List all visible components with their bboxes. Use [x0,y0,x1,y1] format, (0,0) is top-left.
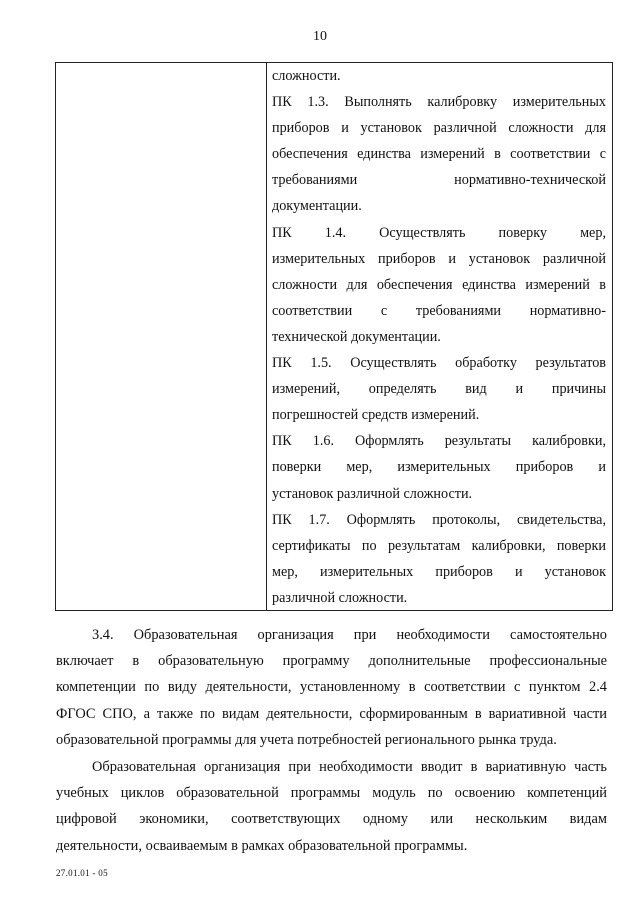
table-cell-line: сложности для обеспечения единства измерений в [272,276,606,293]
paragraph-3-4 [56,622,607,753]
paragraph-line: деятельности, осваиваемым в рамках образовательной программы. [56,837,468,854]
paragraph-line: включает в образовательную программу дополнительные профессиональные [56,653,607,670]
table-cell-line: ПК 1.5. Осуществлять обработку результатов [272,355,606,372]
paragraph-line: цифровой экономики, соответствующих одному или нескольким видам [56,811,607,828]
table-cell-line: приборов и установок различной сложности для [272,120,606,137]
table-cell-line: технической документации. [272,328,441,345]
paragraph-line: 3.4. Образовательная организация при необходимости самостоятельно [92,627,607,643]
paragraph-line: ФГОС СПО, а также по видам деятельности, сформированным в вариативной части [56,705,607,722]
table-cell-line: различной сложности. [272,589,408,606]
table-cell-line: погрешностей средств измерений. [272,407,480,424]
table-cell-line: измерительных приборов и установок различной [272,250,606,267]
table-cell-line: требованиями нормативно-технической [272,172,606,189]
table-cell-line: установок различной сложности. [272,485,473,502]
table-cell-line: обеспечения единства измерений в соответствии с [272,146,606,163]
table-cell-line: ПК 1.4. Осуществлять поверку мер, [272,224,606,241]
table-cell-line: поверки мер, измерительных приборов и [272,459,606,476]
table-cell-line: сложности. [272,68,341,84]
paragraph-line: образовательной программы для учета потребностей регионального рынка труда. [56,731,557,748]
paragraph-line: учебных циклов образовательной программы модуль по освоению компетенций [56,785,607,802]
table-left-cell [56,63,267,610]
table-cell-line: соответствии с требованиями нормативно- [272,302,606,319]
table-cell-line: ПК 1.6. Оформлять результаты калибровки, [272,433,606,450]
page-number: 10 [313,29,327,44]
footer-document-code: 27.01.01 - 05 [56,868,108,878]
table-cell-line: сертификаты по результатам калибровки, поверки [272,537,606,554]
paragraph-line: Образовательная организация при необходимости вводит в вариативную часть [92,759,607,775]
table-right-cell [267,63,612,611]
table-cell-line: документации. [272,198,362,215]
table-cell-line: мер, измерительных приборов и установок [272,563,606,580]
paragraph-variative [56,754,607,859]
table-cell-line: ПК 1.3. Выполнять калибровку измерительных [272,94,606,111]
paragraph-line: компетенции по виду деятельности, установленному в соответствии с пунктом 2.4 [56,679,607,696]
competencies-table [55,62,613,611]
table-cell-line: ПК 1.7. Оформлять протоколы, свидетельства, [272,511,606,528]
table-cell-line: измерений, определять вид и причины [272,381,606,398]
